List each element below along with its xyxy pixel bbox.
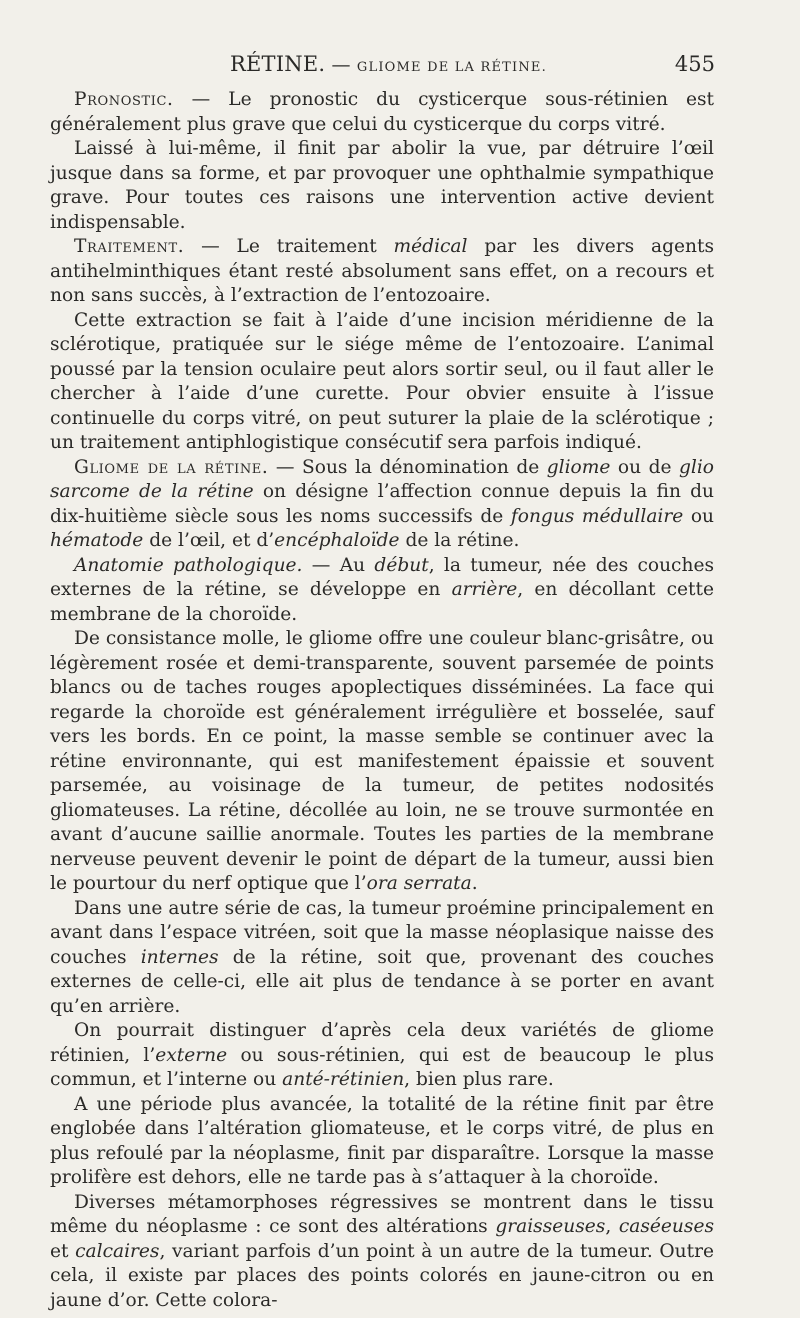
- italic-term: ora serrata: [366, 873, 472, 894]
- text-segment: Dans une autre série de cas, la tumeur proémine principalement en avant dans l’espace vitréen, soit que la masse néoplasique naisse des couches: [50, 897, 714, 968]
- paragraph: [50, 897, 714, 1020]
- body-text: [50, 88, 714, 1313]
- text-segment: , variant parfois d’un point à un autre de la tumeur. Outre cela, il existe par places des points colorés en jaune-citron ou en jaune d’or. Cette colora-: [50, 1240, 715, 1311]
- text-segment: .: [471, 873, 478, 894]
- text-segment: De consistance molle, le gliome offre une couleur blanc-grisâtre, ou légèrement rosée et demi-transparente, souvent parsemée de points blancs ou de taches rouges apoplectiques disséminées. La face qui regarde la choroïde est généralement irrégulière et bosselée, sauf vers les bords. En ce point, la masse semble se continuer avec la rétine environnante, qui est manifestement épaissie et souvent parsemée, au voisinage de la tumeur, de petites nodosités gliomateuses. La rétine, décollée au loin, ne se trouve surmontée en avant d’aucune saillie anormale. Toutes les parties de la membrane nerveuse peuvent devenir le point de départ de la tumeur, aussi bien le pourtour du nerf optique que l’: [50, 628, 714, 894]
- text-segment: Diverses métamorphoses régressives se montrent dans le tissu même du néoplasme : ce sont des altérations: [50, 1191, 714, 1237]
- italic-term: encéphaloïde: [274, 530, 400, 551]
- text-segment: ou: [683, 505, 714, 527]
- italic-term: hématode: [50, 530, 144, 551]
- paragraph: [50, 137, 714, 235]
- italic-term: arrière: [451, 579, 518, 600]
- text-segment: Cette extraction se fait à l’aide d’une incision méridienne de la sclérotique, pratiquée sur le siége même de l’entozoaire. L’animal poussé par la tension oculaire peut alors sortir seul, ou il faut aller le chercher à l’aide d’une curette. Pour obvier ensuite à l’issue continuelle du corps vitré, on peut suturer la plaie de la sclérotique ; un traitement antiphlogistique consécutif sera parfois indiqué.: [50, 309, 714, 453]
- paragraph-traitement: [50, 235, 714, 309]
- text-segment: ou de: [610, 456, 679, 478]
- italic-term: fongus médullaire: [510, 505, 684, 527]
- italic-term: médical: [393, 236, 468, 257]
- paragraph-gliome: [50, 456, 714, 554]
- italic-term: graisseuses: [495, 1216, 606, 1237]
- text-segment: par les divers agents antihelminthiques étant resté absolument sans effet, on a recours et non sans succès, à l’extraction de l’entozoaire.: [50, 236, 714, 306]
- text-segment: , la tumeur, née des couches externes de la rétine, se développe en: [50, 554, 714, 600]
- text-segment: de la rétine, soit que, provenant des couches externes de celle-ci, elle ait plus de tendance à se porter en avant qu’en arrière.: [50, 946, 714, 1017]
- paragraph: [50, 309, 714, 456]
- text-segment: On pourrait distinguer d’après cela deux variétés de gliome rétinien, l’: [50, 1020, 714, 1066]
- paragraph: [50, 627, 714, 897]
- text-segment: , en décollant cette membrane de la choroïde.: [50, 579, 714, 625]
- paragraph: [50, 1019, 714, 1093]
- text-segment: — Le traitement: [184, 236, 394, 257]
- text-segment: ou sous-rétinien, qui est de beaucoup le plus commun, et l’interne ou: [50, 1044, 714, 1090]
- italic-term: caséeuses: [618, 1216, 714, 1237]
- section-lead-traitement: Traitement.: [74, 236, 185, 257]
- text-segment: A une période plus avancée, la totalité de la rétine finit par être englobée dans l’altération gliomateuse, et le corps vitré, de plus en plus refoulé par la néoplasme, finit par disparaître. Lorsque la masse prolifère est dehors, elle ne tarde pas à s’attaquer à la choroïde.: [50, 1093, 714, 1188]
- paragraph-anatomie: [50, 554, 714, 628]
- running-title-main: RÉTINE.: [230, 52, 326, 76]
- text-segment: Laissé à lui-même, il finit par abolir la vue, par détruire l’œil jusque dans sa forme, et par provoquer une ophthalmie sympathique grave. Pour toutes ces raisons une intervention active devient indispensable.: [50, 138, 714, 233]
- text-segment: , bien plus rare.: [404, 1069, 554, 1090]
- paragraph: [50, 1093, 714, 1191]
- section-lead-anatomie: Anatomie pathologique.: [74, 554, 303, 576]
- italic-term: anté-rétinien: [282, 1069, 405, 1090]
- section-lead-gliome: Gliome de la rétine.: [74, 456, 269, 478]
- paragraph: [50, 1191, 714, 1314]
- text-segment: — Le pronostic du cysticerque sous-rétinien est généralement plus grave que celui du cysticerque du corps vitré.: [50, 89, 714, 135]
- paragraph-pronostic: [50, 88, 714, 137]
- italic-term: début: [374, 554, 429, 576]
- running-title: [230, 52, 547, 76]
- text-segment: ,: [605, 1216, 619, 1237]
- text-segment: de la rétine.: [399, 530, 520, 551]
- section-lead-pronostic: Pronostic.: [74, 89, 174, 110]
- italic-term: gliome: [546, 456, 611, 478]
- text-segment: — Au: [302, 554, 375, 576]
- text-segment: on désigne l’affection connue depuis la fin du dix-huitième siècle sous les noms successifs de: [50, 481, 715, 527]
- text-segment: de l’œil, et d’: [143, 530, 275, 551]
- italic-term: glio sarcome de la rétine: [50, 456, 714, 502]
- page-number: 455: [674, 52, 715, 76]
- italic-term: internes: [140, 946, 219, 968]
- text-segment: — Sous la dénomination de: [268, 456, 547, 478]
- italic-term: externe: [155, 1044, 228, 1066]
- running-title-sub: GLIOME DE LA RÉTINE.: [356, 60, 547, 75]
- running-title-separator: —: [325, 54, 357, 76]
- text-segment: et: [50, 1240, 76, 1262]
- running-header: [50, 52, 715, 82]
- italic-term: calcaires: [75, 1240, 160, 1262]
